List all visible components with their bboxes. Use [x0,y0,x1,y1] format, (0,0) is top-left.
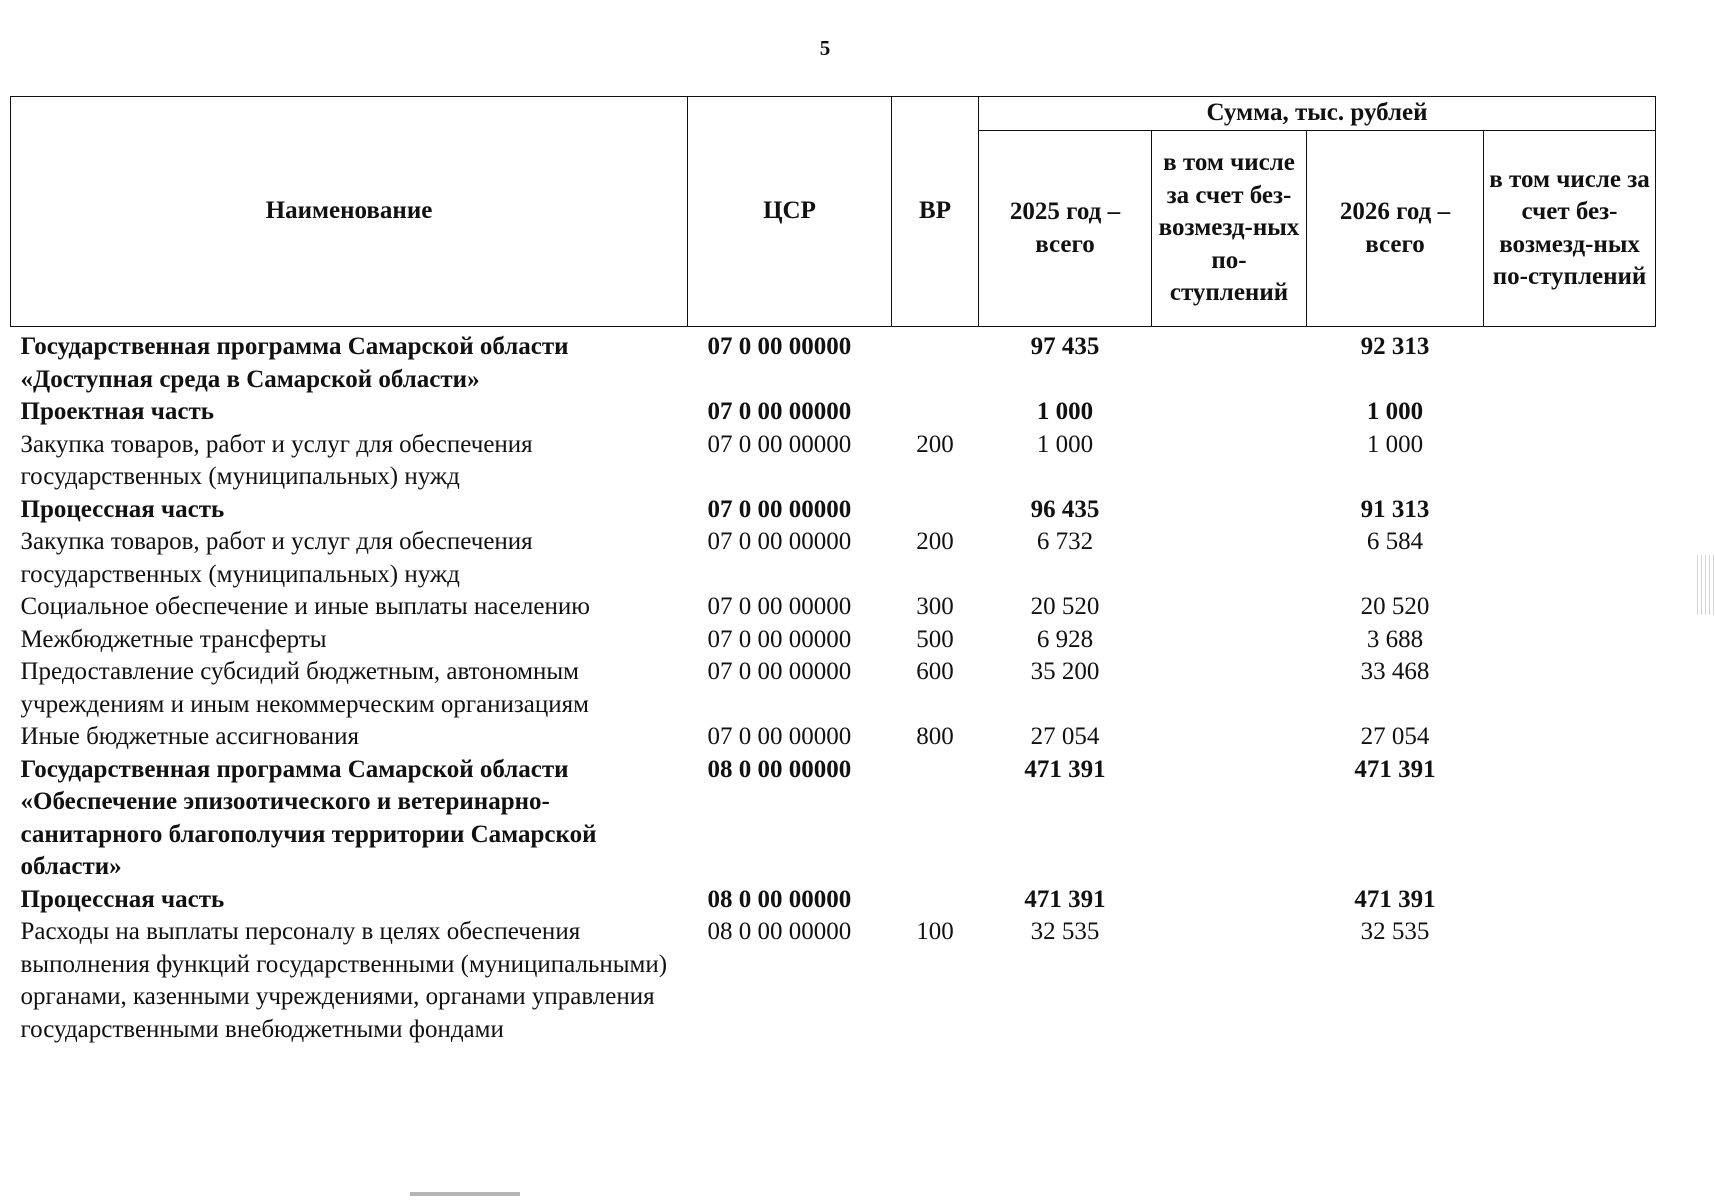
row-vr: 600 [916,658,954,685]
table-row [11,656,1656,721]
scan-artifact [410,1192,520,1196]
row-name: Предоставление субсидий бюджетным, автономным учреждениям и иным некоммерческим организациям [20,658,589,718]
row-2025-total: 1 000 [1036,398,1094,425]
row-name: Иные бюджетные ассигнования [20,723,360,750]
row-2025-total: 471 391 [1024,755,1106,783]
header-amount-group: Сумма, тыс. рублей [979,97,1656,131]
header-csr: ЦСР [688,97,892,327]
row-2025-grants [1152,884,1307,917]
table-row [11,494,1656,527]
row-2026-grants [1484,429,1656,494]
row-name: Межбюджетные трансферты [20,625,327,653]
header-vr: ВР [892,97,979,327]
row-vr [892,884,979,917]
row-2026-grants [1484,331,1656,396]
row-2025-total: 32 535 [1030,918,1100,945]
row-2026-total: 471 391 [1354,885,1436,913]
row-csr: 07 0 00 00000 [707,333,852,360]
header-2025-total: 2025 год – всего [979,131,1152,327]
row-name: Процессная часть [20,495,225,523]
row-2025-grants [1152,396,1307,429]
page-number: 5 [819,36,831,60]
row-2026-total: 20 520 [1360,593,1430,620]
row-csr: 07 0 00 00000 [707,658,852,685]
row-vr: 100 [916,918,954,945]
row-csr: 08 0 00 00000 [707,918,852,945]
table-row [11,526,1656,591]
row-2025-grants [1152,331,1307,396]
table-row [11,884,1656,917]
budget-table [10,96,1656,1046]
row-2026-grants [1484,396,1656,429]
row-name: Процессная часть [20,885,225,913]
table-row [11,754,1656,884]
row-vr: 200 [916,528,954,555]
row-csr: 07 0 00 00000 [707,593,852,620]
row-name: Социальное обеспечение и иные выплаты населению [20,593,590,620]
row-2026-total: 3 688 [1366,625,1424,653]
row-2025-total: 1 000 [1036,430,1094,458]
row-name: Государственная программа Самарской области «Обеспечение эпизоотического и ветеринарно-санитарного благополучия территории Самарской области» [20,755,597,880]
row-2026-grants [1484,884,1656,917]
table-row [11,429,1656,494]
row-csr: 07 0 00 00000 [707,528,852,555]
header-2025-grants: в том числе за счет без-возмезд-ных по-ступлений [1152,131,1307,327]
header-2026-total: 2026 год – всего [1307,131,1484,327]
row-2026-total: 27 054 [1360,723,1430,750]
row-2025-total: 35 200 [1030,658,1100,685]
row-2026-total: 1 000 [1366,430,1424,458]
row-2026-grants [1484,526,1656,591]
row-2026-total: 32 535 [1360,918,1430,945]
row-2026-total: 1 000 [1366,398,1424,425]
row-2025-grants [1152,721,1307,754]
header-name: Наименование [11,97,688,327]
row-2025-total: 96 435 [1030,495,1100,523]
row-csr: 07 0 00 00000 [707,625,852,653]
row-2026-total: 33 468 [1360,658,1430,685]
row-2026-grants [1484,916,1656,1046]
row-csr: 08 0 00 00000 [707,885,852,913]
row-2026-grants [1484,721,1656,754]
row-name: Государственная программа Самарской области «Доступная среда в Самарской области» [20,333,569,393]
row-vr: 300 [916,593,954,620]
header-2026-grants: в том числе за счет без-возмезд-ных по-ступлений [1484,131,1656,327]
row-2025-grants [1152,591,1307,624]
row-vr [892,396,979,429]
row-2025-grants [1152,429,1307,494]
row-2025-grants [1152,754,1307,884]
row-name: Проектная часть [20,398,215,425]
row-2025-grants [1152,916,1307,1046]
row-vr: 500 [916,625,954,653]
table-row [11,721,1656,754]
table-row [11,624,1656,657]
row-vr [892,494,979,527]
row-2026-grants [1484,656,1656,721]
row-csr: 08 0 00 00000 [707,755,852,783]
row-2026-total: 6 584 [1366,528,1424,555]
row-vr: 200 [916,430,954,458]
table-row [11,916,1656,1046]
row-vr [892,331,979,396]
row-2025-total: 6 732 [1036,528,1094,555]
row-name: Закупка товаров, работ и услуг для обеспечения государственных (муниципальных) нужд [20,528,533,588]
row-2026-total: 92 313 [1360,333,1430,360]
table-row [11,331,1656,396]
row-2026-grants [1484,591,1656,624]
table-row [11,396,1656,429]
row-2025-total: 27 054 [1030,723,1100,750]
row-2026-grants [1484,494,1656,527]
row-2026-grants [1484,754,1656,884]
row-name: Расходы на выплаты персоналу в целях обеспечения выполнения функций государственными (муниципальными) органами, казенными учреждениями, органами управления государственными внебюджетными фондами [20,918,668,1043]
row-vr: 800 [916,723,954,750]
row-2025-grants [1152,624,1307,657]
row-csr: 07 0 00 00000 [707,495,852,523]
row-2025-total: 20 520 [1030,593,1100,620]
row-2026-total: 91 313 [1360,495,1430,523]
row-csr: 07 0 00 00000 [707,430,852,458]
row-2025-total: 97 435 [1030,333,1100,360]
row-2025-total: 6 928 [1036,625,1094,653]
row-2025-grants [1152,526,1307,591]
row-2025-grants [1152,494,1307,527]
row-vr [892,754,979,884]
row-2025-total: 471 391 [1024,885,1106,913]
row-name: Закупка товаров, работ и услуг для обеспечения государственных (муниципальных) нужд [20,430,533,490]
row-csr: 07 0 00 00000 [707,398,852,425]
scan-artifact [1697,555,1715,615]
table-row [11,591,1656,624]
row-2025-grants [1152,656,1307,721]
row-2026-total: 471 391 [1354,755,1436,783]
row-2026-grants [1484,624,1656,657]
row-csr: 07 0 00 00000 [707,723,852,750]
